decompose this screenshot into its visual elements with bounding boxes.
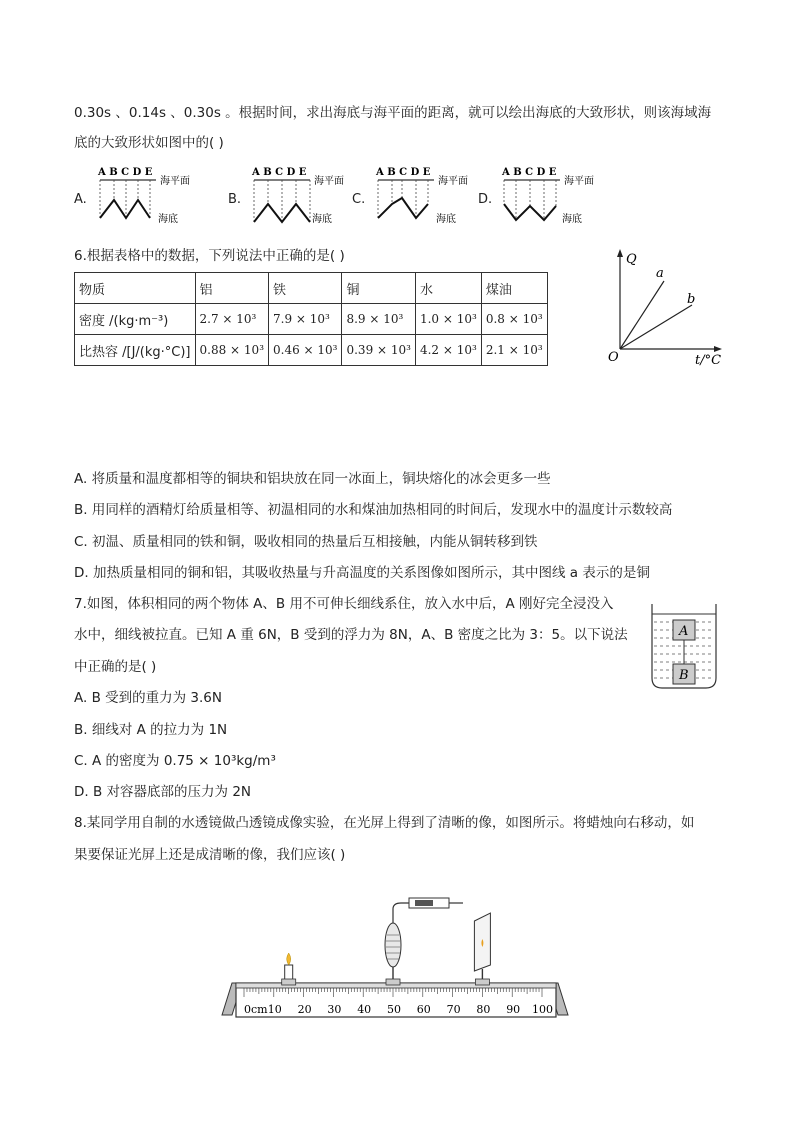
q5-seabed-diagram <box>246 164 356 234</box>
q8-optical-bench <box>220 895 580 1025</box>
q6-stem: 6.根据表格中的数据，下列说法中正确的是( ) <box>74 248 345 264</box>
q7-stem-line3: 中正确的是( ) <box>74 659 157 675</box>
q5-point-letters: A B C D E <box>502 167 557 178</box>
q5-seabed-label: 海底 <box>312 214 332 225</box>
graph-line-b-label: b <box>687 292 696 307</box>
q7-option-a: A. B 受到的重力为 3.6N <box>74 690 222 706</box>
table-cell: 0.88 × 10³ <box>195 335 268 366</box>
table-cell: 0.8 × 10³ <box>481 304 547 335</box>
ruler-tick-label: 60 <box>416 1003 431 1016</box>
q5-seabed-label: 海底 <box>436 214 456 225</box>
q6-option-b: B. 用同样的酒精灯给质量相等、初温相同的水和煤油加热相同的时间后，发现水中的温度计示数较高 <box>74 502 673 518</box>
graph-x-label: t/°C <box>695 353 722 368</box>
q5-seabed-diagram <box>370 164 480 234</box>
q6-option-d: D. 加热质量相同的铜和铝，其吸收热量与升高温度的关系图像如图所示，其中图线 a 表示的是铜 <box>74 565 650 581</box>
table-cell: 2.7 × 10³ <box>195 304 268 335</box>
q7-option-d: D. B 对容器底部的压力为 2N <box>74 784 252 800</box>
q6-q-t-graph <box>600 245 730 370</box>
q5-sea-level-label: 海平面 <box>438 176 468 187</box>
table-header: 物质 <box>75 273 196 304</box>
table-cell: 0.46 × 10³ <box>269 335 342 366</box>
table-header: 铁 <box>269 273 342 304</box>
q5-sea-level-label: 海平面 <box>160 176 190 187</box>
graph-y-label: Q <box>626 252 637 267</box>
table-cell: 8.9 × 10³ <box>342 304 415 335</box>
graph-origin: O <box>608 350 619 365</box>
q5-option-label: D. <box>478 192 493 207</box>
table-cell: 密度 /(kg·m⁻³) <box>75 304 196 335</box>
q5-option-label: C. <box>352 192 366 207</box>
ruler-tick-label: 0cm <box>244 1003 268 1016</box>
q6-data-table <box>74 272 548 366</box>
ruler-tick-label: 30 <box>327 1003 342 1016</box>
ruler-tick-label: 100 <box>532 1003 553 1016</box>
light-screen <box>474 913 490 985</box>
block-b-label: B <box>679 668 689 683</box>
table-cell: 2.1 × 10³ <box>481 335 547 366</box>
ruler-tick-label: 40 <box>357 1003 372 1016</box>
q5-point-letters: A B C D E <box>252 167 307 178</box>
ruler-tick-label: 70 <box>446 1003 461 1016</box>
ruler-tick-label: 10 <box>267 1003 282 1016</box>
candle <box>282 953 296 985</box>
ruler-tick-label: 20 <box>297 1003 312 1016</box>
q7-stem-line2: 水中，细线被拉直。已知 A 重 6N，B 受到的浮力为 8N，A、B 密度之比为 3：5。以下说法 <box>74 627 628 643</box>
q5-sea-level-label: 海平面 <box>314 176 344 187</box>
q5-seabed-diagram <box>496 164 606 234</box>
q5-seabed-label: 海底 <box>158 214 178 225</box>
water-lens <box>385 898 463 985</box>
table-cell: 4.2 × 10³ <box>415 335 481 366</box>
q7-option-c: C. A 的密度为 0.75 × 10³kg/m³ <box>74 753 276 769</box>
table-cell: 1.0 × 10³ <box>415 304 481 335</box>
q5-point-letters: A B C D E <box>376 167 431 178</box>
q5-seabed-diagram <box>92 164 202 234</box>
q8-stem-line2: 果要保证光屏上还是成清晰的像，我们应该( ) <box>74 847 346 863</box>
q7-option-b: B. 细线对 A 的拉力为 1N <box>74 722 228 738</box>
table-cell: 0.39 × 10³ <box>342 335 415 366</box>
q8-stem-line1: 8.某同学用自制的水透镜做凸透镜成像实验，在光屏上得到了清晰的像，如图所示。将蜡烛向右移动，如 <box>74 815 695 831</box>
table-header: 铜 <box>342 273 415 304</box>
q5-stem-line2: 底的大致形状如图中的( ) <box>74 135 224 151</box>
graph-line-a-label: a <box>656 266 664 281</box>
table-cell: 比热容 /[J/(kg·°C)] <box>75 335 196 366</box>
q7-container-figure <box>648 600 720 692</box>
ruler-tick-label: 90 <box>506 1003 521 1016</box>
q5-seabed-label: 海底 <box>562 214 582 225</box>
q5-option-label: B. <box>228 192 242 207</box>
table-header: 煤油 <box>481 273 547 304</box>
table-cell: 7.9 × 10³ <box>269 304 342 335</box>
q6-option-a: A. 将质量和温度都相等的铜块和铝块放在同一冰面上，铜块熔化的冰会更多一些 <box>74 471 551 487</box>
q6-option-c: C. 初温、质量相同的铁和铜，吸收相同的热量后互相接触，内能从铜转移到铁 <box>74 534 538 550</box>
ruler-tick-label: 80 <box>476 1003 491 1016</box>
table-header: 水 <box>415 273 481 304</box>
table-header: 铝 <box>195 273 268 304</box>
q5-sea-level-label: 海平面 <box>564 176 594 187</box>
q5-point-letters: A B C D E <box>98 167 153 178</box>
q7-stem-line1: 7.如图，体积相同的两个物体 A、B 用不可伸长细线系住，放入水中后，A 刚好完全浸没入 <box>74 596 614 612</box>
q5-option-label: A. <box>74 192 87 207</box>
block-a-label: A <box>679 624 689 639</box>
ruler-tick-label: 50 <box>387 1003 401 1016</box>
q5-stem-line1: 0.30s 、0.14s 、0.30s 。根据时间，求出海底与海平面的距离，就可以绘出海底的大致形状，则该海域海 <box>74 105 712 121</box>
